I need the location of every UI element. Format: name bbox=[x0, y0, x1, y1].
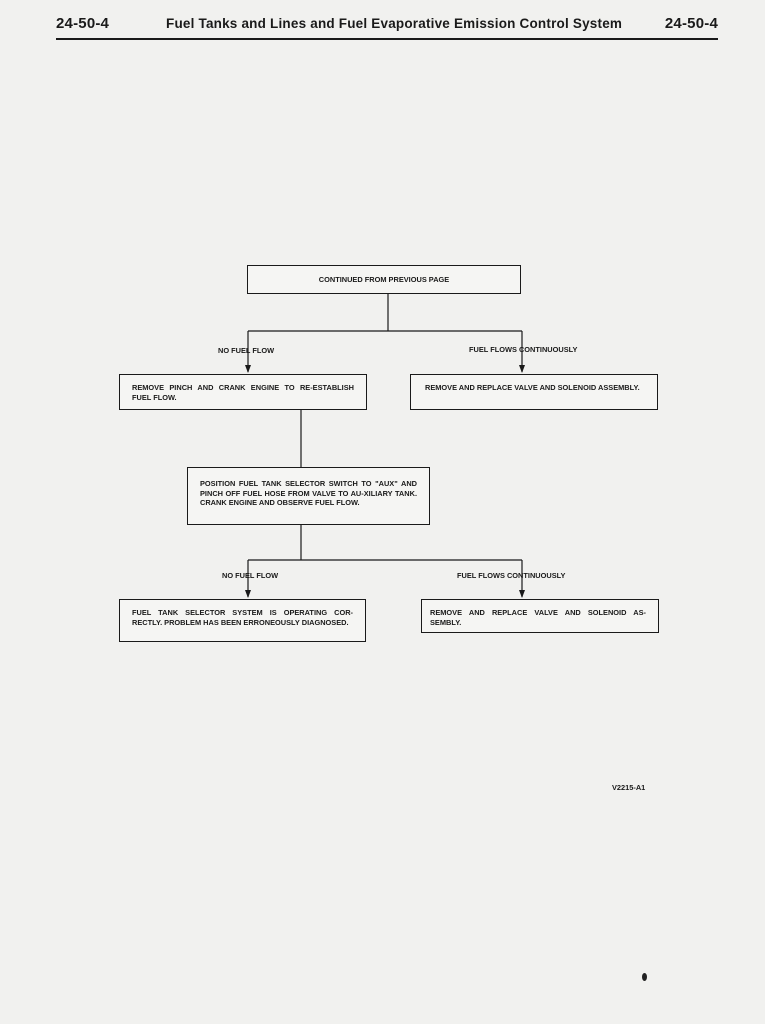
branch1-continuous-action-text: REMOVE AND REPLACE VALVE AND SOLENOID ASSEMBLY. bbox=[425, 383, 640, 392]
start-box bbox=[247, 265, 521, 294]
branch2-continuous-label: FUEL FLOWS CONTINUOUSLY bbox=[457, 571, 566, 580]
branch2-no-flow-action-text: FUEL TANK SELECTOR SYSTEM IS OPERATING COR-RECTLY. PROBLEM HAS BEEN ERRONEOUSLY DIAGNOSED. bbox=[132, 608, 353, 627]
branch1-continuous-action-box bbox=[410, 374, 658, 410]
page-title: Fuel Tanks and Lines and Fuel Evaporative Emission Control System bbox=[166, 16, 623, 31]
middle-step-text: POSITION FUEL TANK SELECTOR SWITCH TO "AUX" AND PINCH OFF FUEL HOSE FROM VALVE TO AU-XILIARY TANK. CRANK ENGINE AND OBSERVE FUEL FLOW. bbox=[200, 479, 417, 508]
branch1-continuous-label: FUEL FLOWS CONTINUOUSLY bbox=[469, 345, 578, 354]
figure-reference: V2215-A1 bbox=[612, 783, 646, 792]
branch1-no-flow-action-box bbox=[119, 374, 367, 410]
branch2-continuous-action-text: REMOVE AND REPLACE VALVE AND SOLENOID AS-SEMBLY. bbox=[430, 608, 646, 627]
branch2-no-flow-label: NO FUEL FLOW bbox=[222, 571, 279, 580]
ink-speck bbox=[642, 973, 647, 981]
page-number-left: 24-50-4 bbox=[56, 15, 110, 32]
branch1-no-flow-action-text: REMOVE PINCH AND CRANK ENGINE TO RE-ESTABLISH FUEL FLOW. bbox=[132, 383, 354, 402]
middle-step-box bbox=[187, 467, 430, 525]
page-number-right: 24-50-4 bbox=[664, 15, 718, 32]
branch2-continuous-action-box bbox=[421, 599, 659, 633]
start-box-text: CONTINUED FROM PREVIOUS PAGE bbox=[318, 274, 450, 284]
branch2-no-flow-action-box bbox=[119, 599, 366, 642]
branch1-no-flow-label: NO FUEL FLOW bbox=[218, 346, 275, 355]
